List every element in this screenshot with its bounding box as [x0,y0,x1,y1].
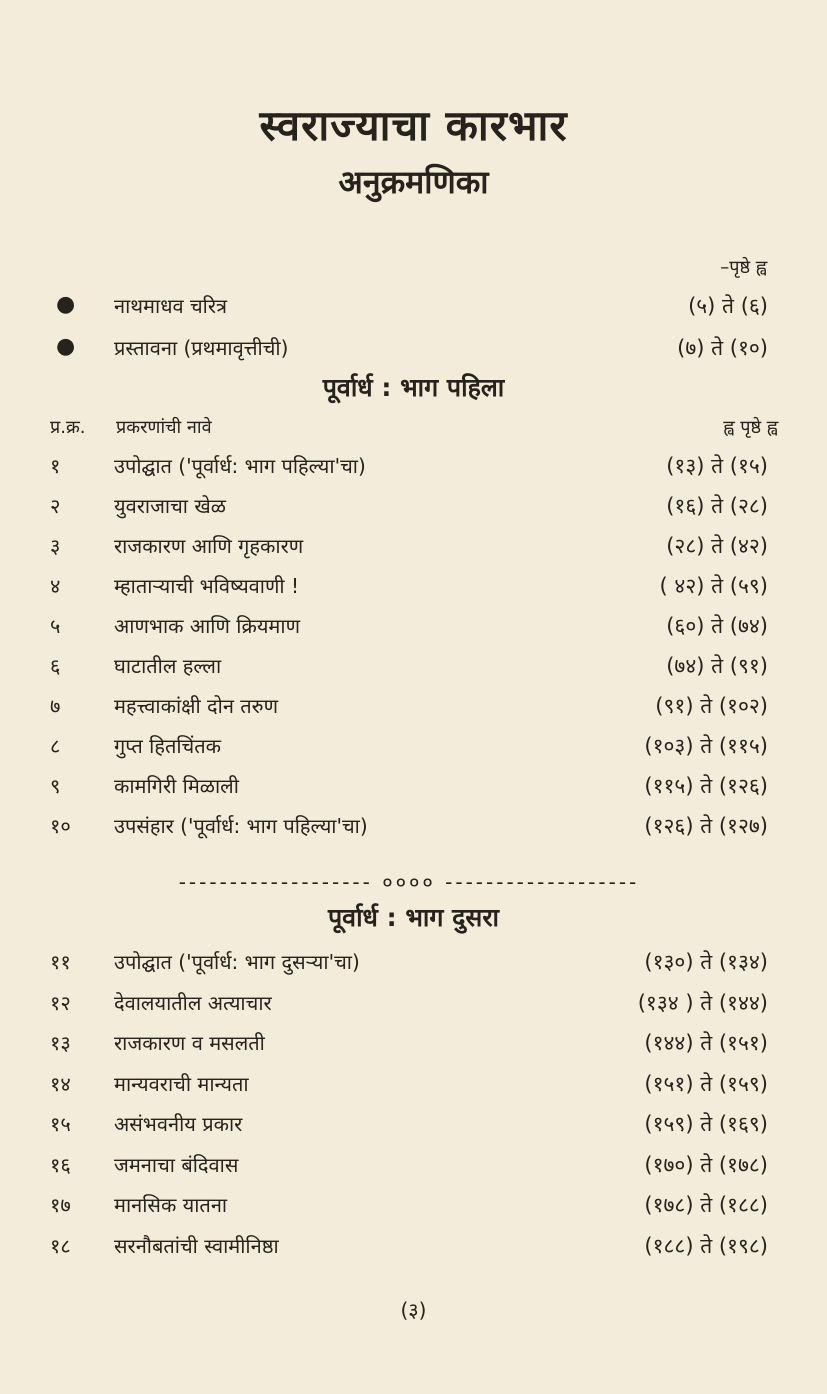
item-pages: (५) ते (६) [688,294,768,318]
page-number: (३) [400,1298,427,1322]
col-pages: ह्व पृष्ठे ह्व [723,417,778,438]
chapter-name: मान्यवराची मान्यता [114,1071,249,1096]
chapter-number: ११ [50,950,71,974]
bullet-icon: ● [56,334,76,359]
item-name: प्रस्तावना (प्रथमावृत्तीची) [114,336,289,360]
chapter-number: ६ [50,654,61,678]
chapter-pages: (१४४) ते (१५१) [644,1031,768,1055]
part2-heading: पूर्वार्ध : भाग दुसरा [327,903,500,932]
toc-heading: अनुक्रमणिका [338,163,489,201]
chapter-number: १८ [50,1233,71,1258]
chapter-row [50,989,768,1023]
chapter-row [50,812,768,846]
chapter-number: ९ [50,774,61,798]
chapter-pages: (६०) ते (७४) [666,614,768,638]
chapter-name: उपोद्घात ('पूर्वार्ध: भाग पहिल्या'चा) [114,454,366,478]
chapter-number: १० [50,814,71,838]
chapter-row [50,1191,768,1225]
chapter-pages: (१३४ ) ते (१४४) [637,990,768,1015]
section-divider: ------------------- ०००० ------------------- [178,870,640,894]
chapter-row [50,452,768,486]
chapter-pages: (१५९) ते (१६९) [644,1112,768,1136]
chapter-name: मानसिक यातना [114,1193,228,1217]
chapter-pages: (१७०) ते (१७८) [644,1152,768,1177]
chapter-name: उपसंहार ('पूर्वार्ध: भाग पहिल्या'चा) [114,814,368,838]
part1-heading: पूर्वार्ध : भाग पहिला [322,373,505,402]
chapter-pages: (७४) ते (९१) [666,654,768,678]
chapter-number: १२ [50,990,71,1015]
chapter-number: १७ [50,1193,71,1217]
item-name: नाथमाधव चरित्र [114,294,228,318]
chapter-row [50,652,768,686]
chapter-name: महत्त्वाकांक्षी दोन तरुण [114,694,279,718]
chapter-number: १६ [50,1152,71,1177]
col-chapter-names: प्रकरणांची नावे [116,417,212,438]
chapter-name: म्हाताऱ्याची भविष्यवाणी ! [114,574,299,598]
chapter-name: राजकारण व मसलती [114,1031,265,1055]
chapter-pages: (११५) ते (१२६) [644,774,768,798]
item-pages: (७) ते (१०) [677,336,768,360]
chapter-pages: (१३) ते (१५) [666,454,768,478]
chapter-pages: (९१) ते (१०२) [655,694,768,718]
chapter-name: सरनौबतांची स्वामीनिष्ठा [114,1233,279,1258]
chapter-pages: (२८) ते (४२) [666,534,768,558]
chapter-name: युवराजाचा खेळ [114,494,226,518]
chapter-number: १५ [50,1112,71,1136]
chapter-number: ७ [50,694,61,718]
chapter-row [50,1151,768,1185]
bullet-icon: ● [56,292,76,317]
chapter-row [50,732,768,766]
chapter-name: जमनाचा बंदिवास [114,1152,239,1177]
chapter-row [50,492,768,526]
chapter-row [50,532,768,566]
chapter-pages: (१५१) ते (१५९) [644,1071,768,1096]
chapter-row [50,1070,768,1104]
page-column-hint: –पृष्ठे ह्व [720,257,767,278]
chapter-name: देवालयातील अत्याचार [114,990,272,1015]
chapter-pages: ( ४२) ते (५९) [659,574,768,598]
chapter-number: १४ [50,1071,71,1096]
chapter-number: १ [50,454,61,478]
chapter-number: १३ [50,1031,71,1055]
chapter-name: राजकारण आणि गृहकारण [114,534,304,558]
chapter-name: आणभाक आणि क्रियमाण [114,614,301,638]
chapter-pages: (१०३) ते (११५) [644,734,768,758]
book-title: स्वराज्याचा कारभार [259,101,568,150]
chapter-pages: (१७८) ते (१८८) [644,1193,768,1217]
chapter-number: २ [50,494,61,518]
chapter-pages: (१८८) ते (१९८) [644,1233,768,1258]
chapter-row [50,1029,768,1063]
chapter-row [50,572,768,606]
chapter-name: घाटातील हल्ला [114,654,222,678]
front-item [50,334,768,368]
chapter-number: ८ [50,734,61,758]
chapter-row [50,612,768,646]
chapter-row [50,948,768,982]
chapter-name: उपोद्घात ('पूर्वार्ध: भाग दुसऱ्या'चा) [114,950,360,974]
chapter-name: गुप्त हितचिंतक [114,734,222,758]
chapter-pages: (१६) ते (२८) [666,494,768,518]
chapter-row [50,772,768,806]
chapter-name: असंभवनीय प्रकार [114,1112,243,1136]
chapter-pages: (१२६) ते (१२७) [644,814,768,838]
chapter-number: ५ [50,614,61,638]
chapter-row [50,692,768,726]
col-number: प्र.क्र. [50,417,86,438]
chapter-name: कामगिरी मिळाली [114,774,239,798]
chapter-row [50,1232,768,1266]
front-item [50,292,768,326]
chapter-number: ४ [50,574,61,598]
chapter-number: ३ [50,534,61,558]
chapter-pages: (१३०) ते (१३४) [644,950,768,974]
chapter-row [50,1110,768,1144]
